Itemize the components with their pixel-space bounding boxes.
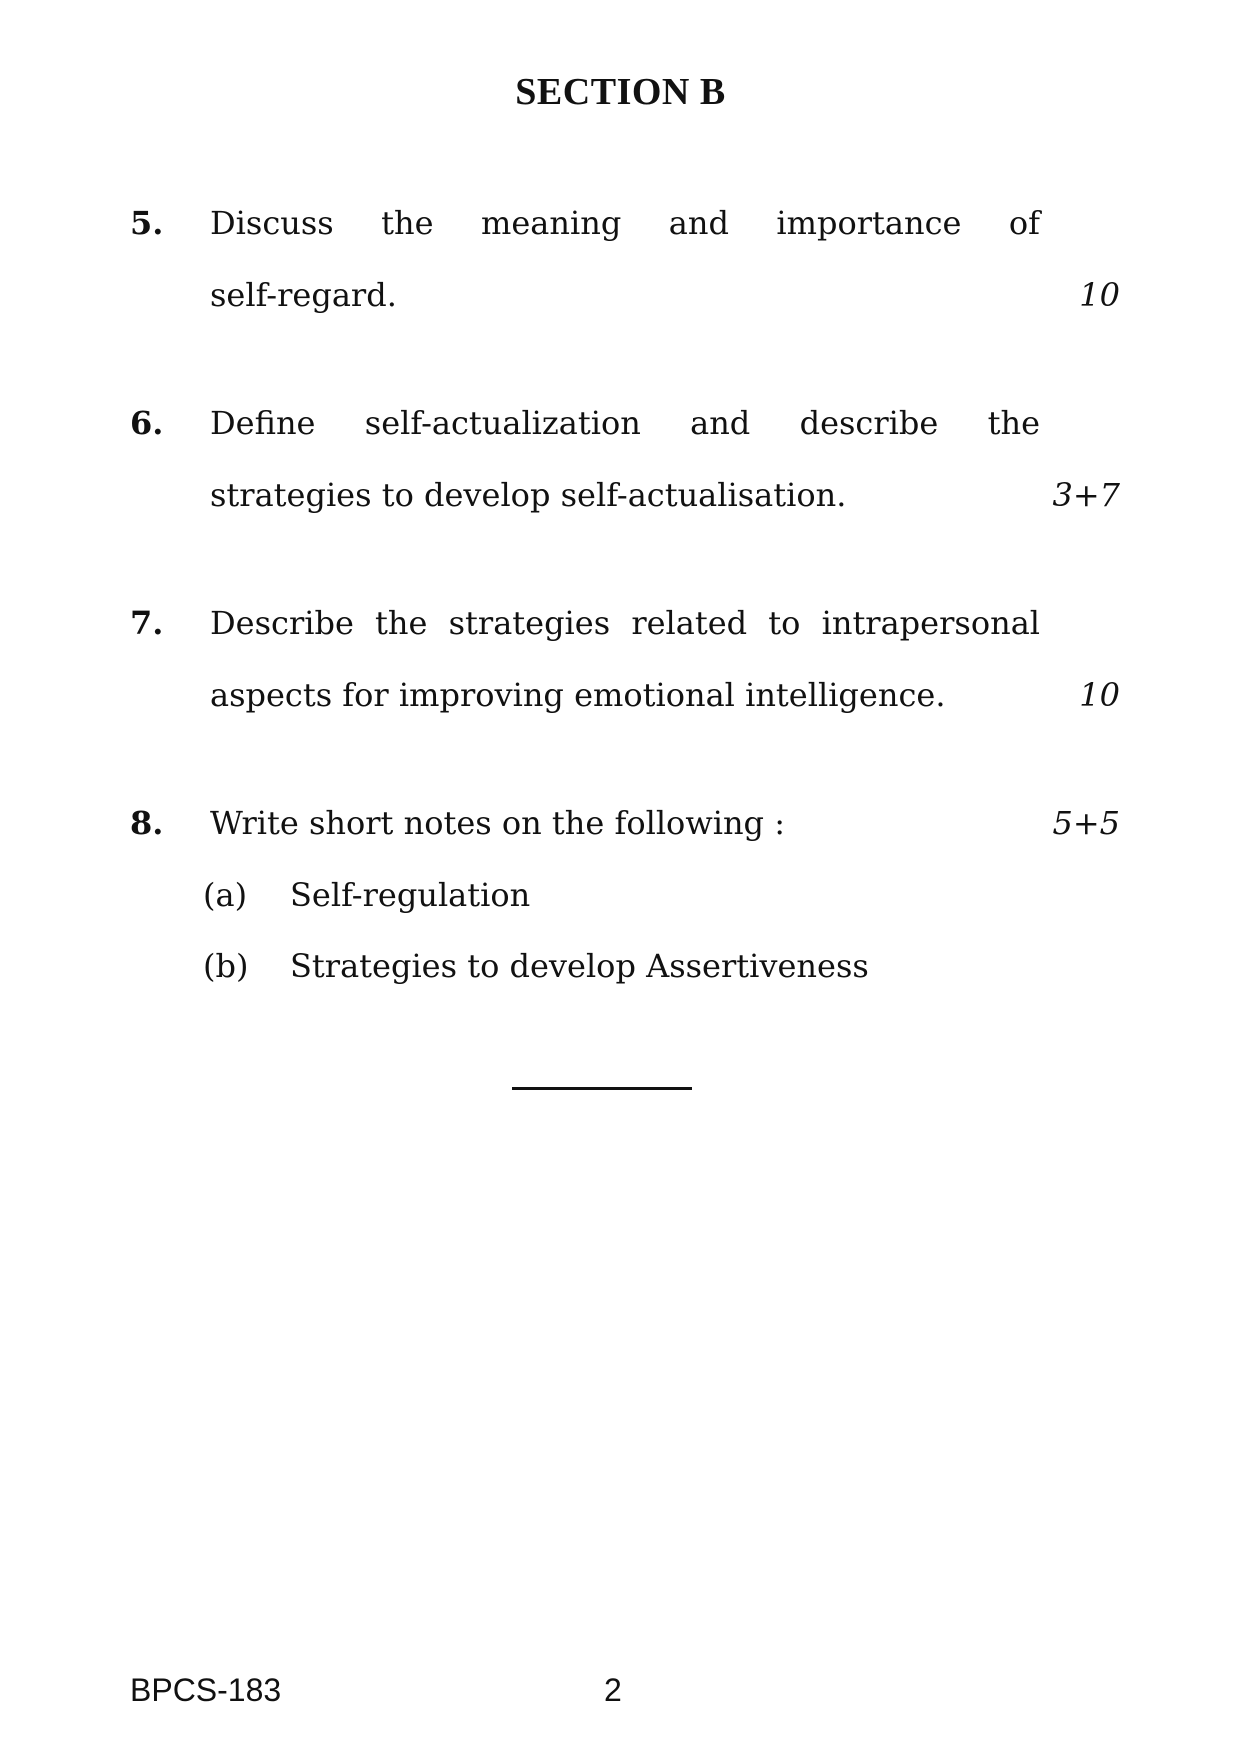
page-number: 2 bbox=[604, 1672, 622, 1708]
question-text-line-2: strategies to develop self-actualisation. bbox=[210, 476, 847, 514]
paper-code: BPCS-183 bbox=[130, 1672, 282, 1708]
section-title: SECTION B bbox=[515, 71, 726, 113]
question-text-line-1: Discuss the meaning and importance of bbox=[210, 204, 1040, 242]
question-text-line-1: Write short notes on the following : bbox=[210, 804, 785, 842]
question-text-line-1: Describe the strategies related to intrapersonal bbox=[210, 604, 1040, 642]
question-number: 6. bbox=[130, 404, 164, 442]
question-text-line-2: self-regard. bbox=[210, 276, 397, 314]
sub-item-label: (a) bbox=[203, 876, 248, 914]
question-number: 7. bbox=[130, 604, 164, 642]
sub-item-text: Self-regulation bbox=[290, 876, 531, 914]
question-text-line-2: aspects for improving emotional intelligence. bbox=[210, 676, 946, 714]
question-number: 8. bbox=[130, 804, 164, 842]
question-marks: 10 bbox=[1079, 276, 1120, 314]
end-of-paper-rule bbox=[512, 1087, 692, 1090]
question-text-line-1: Define self-actualization and describe the bbox=[210, 404, 1040, 442]
sub-item-label: (b) bbox=[203, 947, 249, 985]
question-marks: 10 bbox=[1079, 676, 1120, 714]
question-marks: 3+7 bbox=[1052, 476, 1120, 514]
question-number: 5. bbox=[130, 204, 164, 242]
question-marks: 5+5 bbox=[1052, 804, 1120, 842]
sub-item-text: Strategies to develop Assertiveness bbox=[290, 947, 869, 985]
